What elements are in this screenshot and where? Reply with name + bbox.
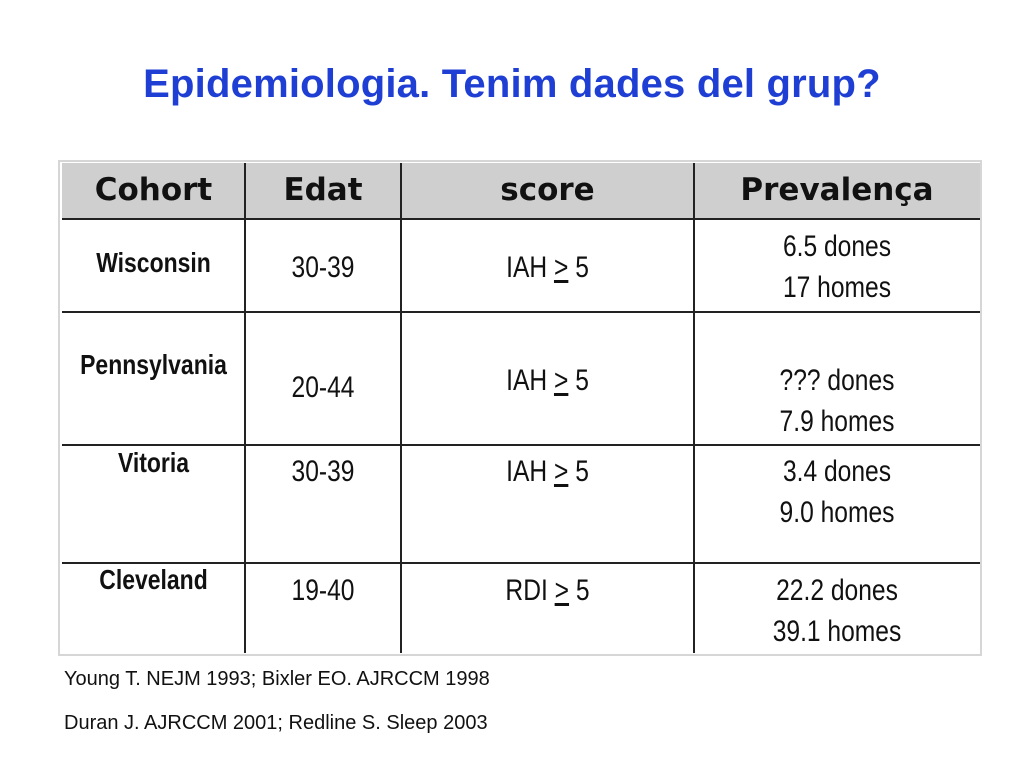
header-cohort: Cohort: [94, 172, 213, 208]
cohort-cell: Pennsylvania: [80, 349, 227, 380]
cohort-cell: Wisconsin: [96, 247, 211, 278]
cohort-cell: Vitoria: [117, 447, 190, 478]
row-divider: [62, 444, 980, 446]
score-operator: >: [554, 574, 570, 607]
prevalence-table: [62, 163, 980, 653]
prevalence-men: 17 homes: [782, 271, 892, 304]
row-divider: [62, 218, 980, 220]
score-operator: >: [553, 251, 569, 284]
score-value: 5: [575, 364, 589, 397]
column-divider: [400, 163, 402, 653]
prevalence-men: 9.0 homes: [779, 496, 895, 529]
column-divider: [244, 163, 246, 653]
prevalence-men: 39.1 homes: [772, 615, 902, 648]
reference-line: Duran J. AJRCCM 2001; Redline S. Sleep 2003: [64, 712, 488, 734]
cohort-cell: Cleveland: [99, 564, 208, 595]
reference-line: Young T. NEJM 1993; Bixler EO. AJRCCM 1998: [64, 668, 490, 690]
score-operator: >: [553, 364, 569, 397]
score-prefix: IAH: [506, 364, 548, 397]
header-age: Edat: [283, 172, 363, 208]
header-score: score: [500, 172, 595, 208]
score-operator: >: [553, 455, 569, 488]
score-cell: [427, 361, 667, 401]
age-cell: 30-39: [291, 455, 355, 488]
age-cell: 20-44: [291, 371, 355, 404]
score-cell: [427, 571, 667, 611]
column-divider: [693, 163, 695, 653]
row-divider: [62, 311, 980, 313]
header-prevalence: Prevalença: [740, 172, 934, 208]
prevalence-women: ??? dones: [779, 364, 895, 397]
prevalence-women: 6.5 dones: [782, 230, 892, 263]
score-value: 5: [575, 251, 589, 284]
score-cell: [427, 452, 667, 492]
age-cell: 19-40: [291, 574, 355, 607]
score-prefix: RDI: [505, 574, 548, 607]
score-value: 5: [575, 574, 590, 607]
score-cell: [427, 248, 667, 288]
score-value: 5: [575, 455, 589, 488]
score-prefix: IAH: [506, 455, 548, 488]
prevalence-men: 7.9 homes: [779, 405, 895, 438]
slide-title: Epidemiologia. Tenim dades del grup?: [143, 62, 881, 106]
prevalence-women: 22.2 dones: [776, 574, 898, 607]
prevalence-women: 3.4 dones: [782, 455, 892, 488]
age-cell: 30-39: [291, 251, 355, 284]
score-prefix: IAH: [506, 251, 548, 284]
